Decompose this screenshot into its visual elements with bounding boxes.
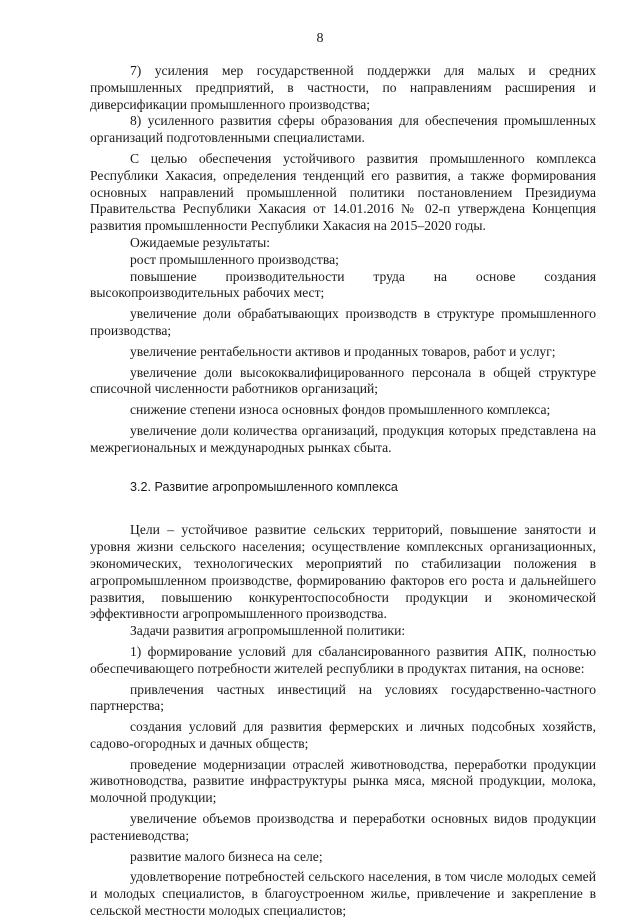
paragraph: 8) усиленного развития сферы образования для обеспечения промышленных организаций подготовленными специалистами. [90, 113, 596, 146]
paragraph: Задачи развития агропромышленной политики: [130, 623, 406, 639]
paragraph: 1) формирование условий для сбалансированного развития АПК, полностью обеспечивающего потребности жителей республики в продуктах питания, на основе: [90, 643, 596, 676]
paragraph: увеличение доли высококвалифицированного персонала в общей структуре списочной численности работников организаций; [90, 364, 596, 397]
paragraph: снижение степени износа основных фондов промышленного комплекса; [130, 402, 551, 418]
paragraph: рост промышленного производства; [130, 251, 339, 267]
paragraph: удовлетворение потребностей сельского населения, в том числе молодых семей и молодых специалистов, в благоустроенном жилье, привлечение и закрепление в сельской местности молодых специалистов; [90, 869, 596, 919]
paragraph: привлечения частных инвестиций на условиях государственно-частного партнерства; [90, 681, 596, 714]
paragraph: увеличение объемов производства и переработки основных видов продукции растениеводства; [90, 811, 596, 843]
section-heading: 3.2. Развитие агропромышленного комплекса [130, 479, 398, 494]
paragraph: увеличение рентабельности активов и проданных товаров, работ и услуг; [130, 343, 556, 359]
document-body [90, 63, 596, 920]
paragraph: увеличение доли количества организаций, продукция которых представлена на межрегиональных и международных рынках сбыта. [90, 422, 596, 455]
paragraph: Цели – устойчивое развитие сельских территорий, повышение занятости и уровня жизни сельского населения; осуществление комплексных организационных, экономических, технологических мероприятий по стабилизации положения в агропромышленном производстве, формированию факторов его роста и дальнейшего развития, повышению конкурентоспособности продукции и экономической эффективности агропромышленного производства. [90, 522, 596, 622]
paragraph: 7) усиления мер государственной поддержки для малых и средних промышленных предприятий, в частности, по направлениям расширения и диверсификации промышленного производства; [90, 63, 596, 112]
paragraph: увеличение доли обрабатывающих производств в структуре промышленного производства; [90, 306, 596, 338]
paragraph: создания условий для развития фермерских и личных подсобных хозяйств, садово-огородных и дачных обществ; [90, 719, 596, 751]
page-number: 8 [316, 31, 324, 46]
paragraph: С целью обеспечения устойчивого развития промышленного комплекса Республики Хакасия, определения тенденций его развития, а также формирования основных направлений промышленной политики постановлением Президиума Правительства Республики Хакасия от 14.01.2016 № 02-п утверждена Концепция развития промышленности Республики Хакасия на 2015–2020 годы. [90, 150, 596, 234]
paragraph: повышение производительности труда на основе создания высокопроизводительных рабочих мест; [90, 268, 596, 301]
paragraph: Ожидаемые результаты: [130, 234, 271, 250]
paragraph: проведение модернизации отраслей животноводства, переработки продукции животноводства, развитие инфраструктуры рынка мяса, мясной продукции, молока, молочной продукции; [90, 756, 596, 806]
paragraph: развитие малого бизнеса на селе; [130, 848, 323, 864]
